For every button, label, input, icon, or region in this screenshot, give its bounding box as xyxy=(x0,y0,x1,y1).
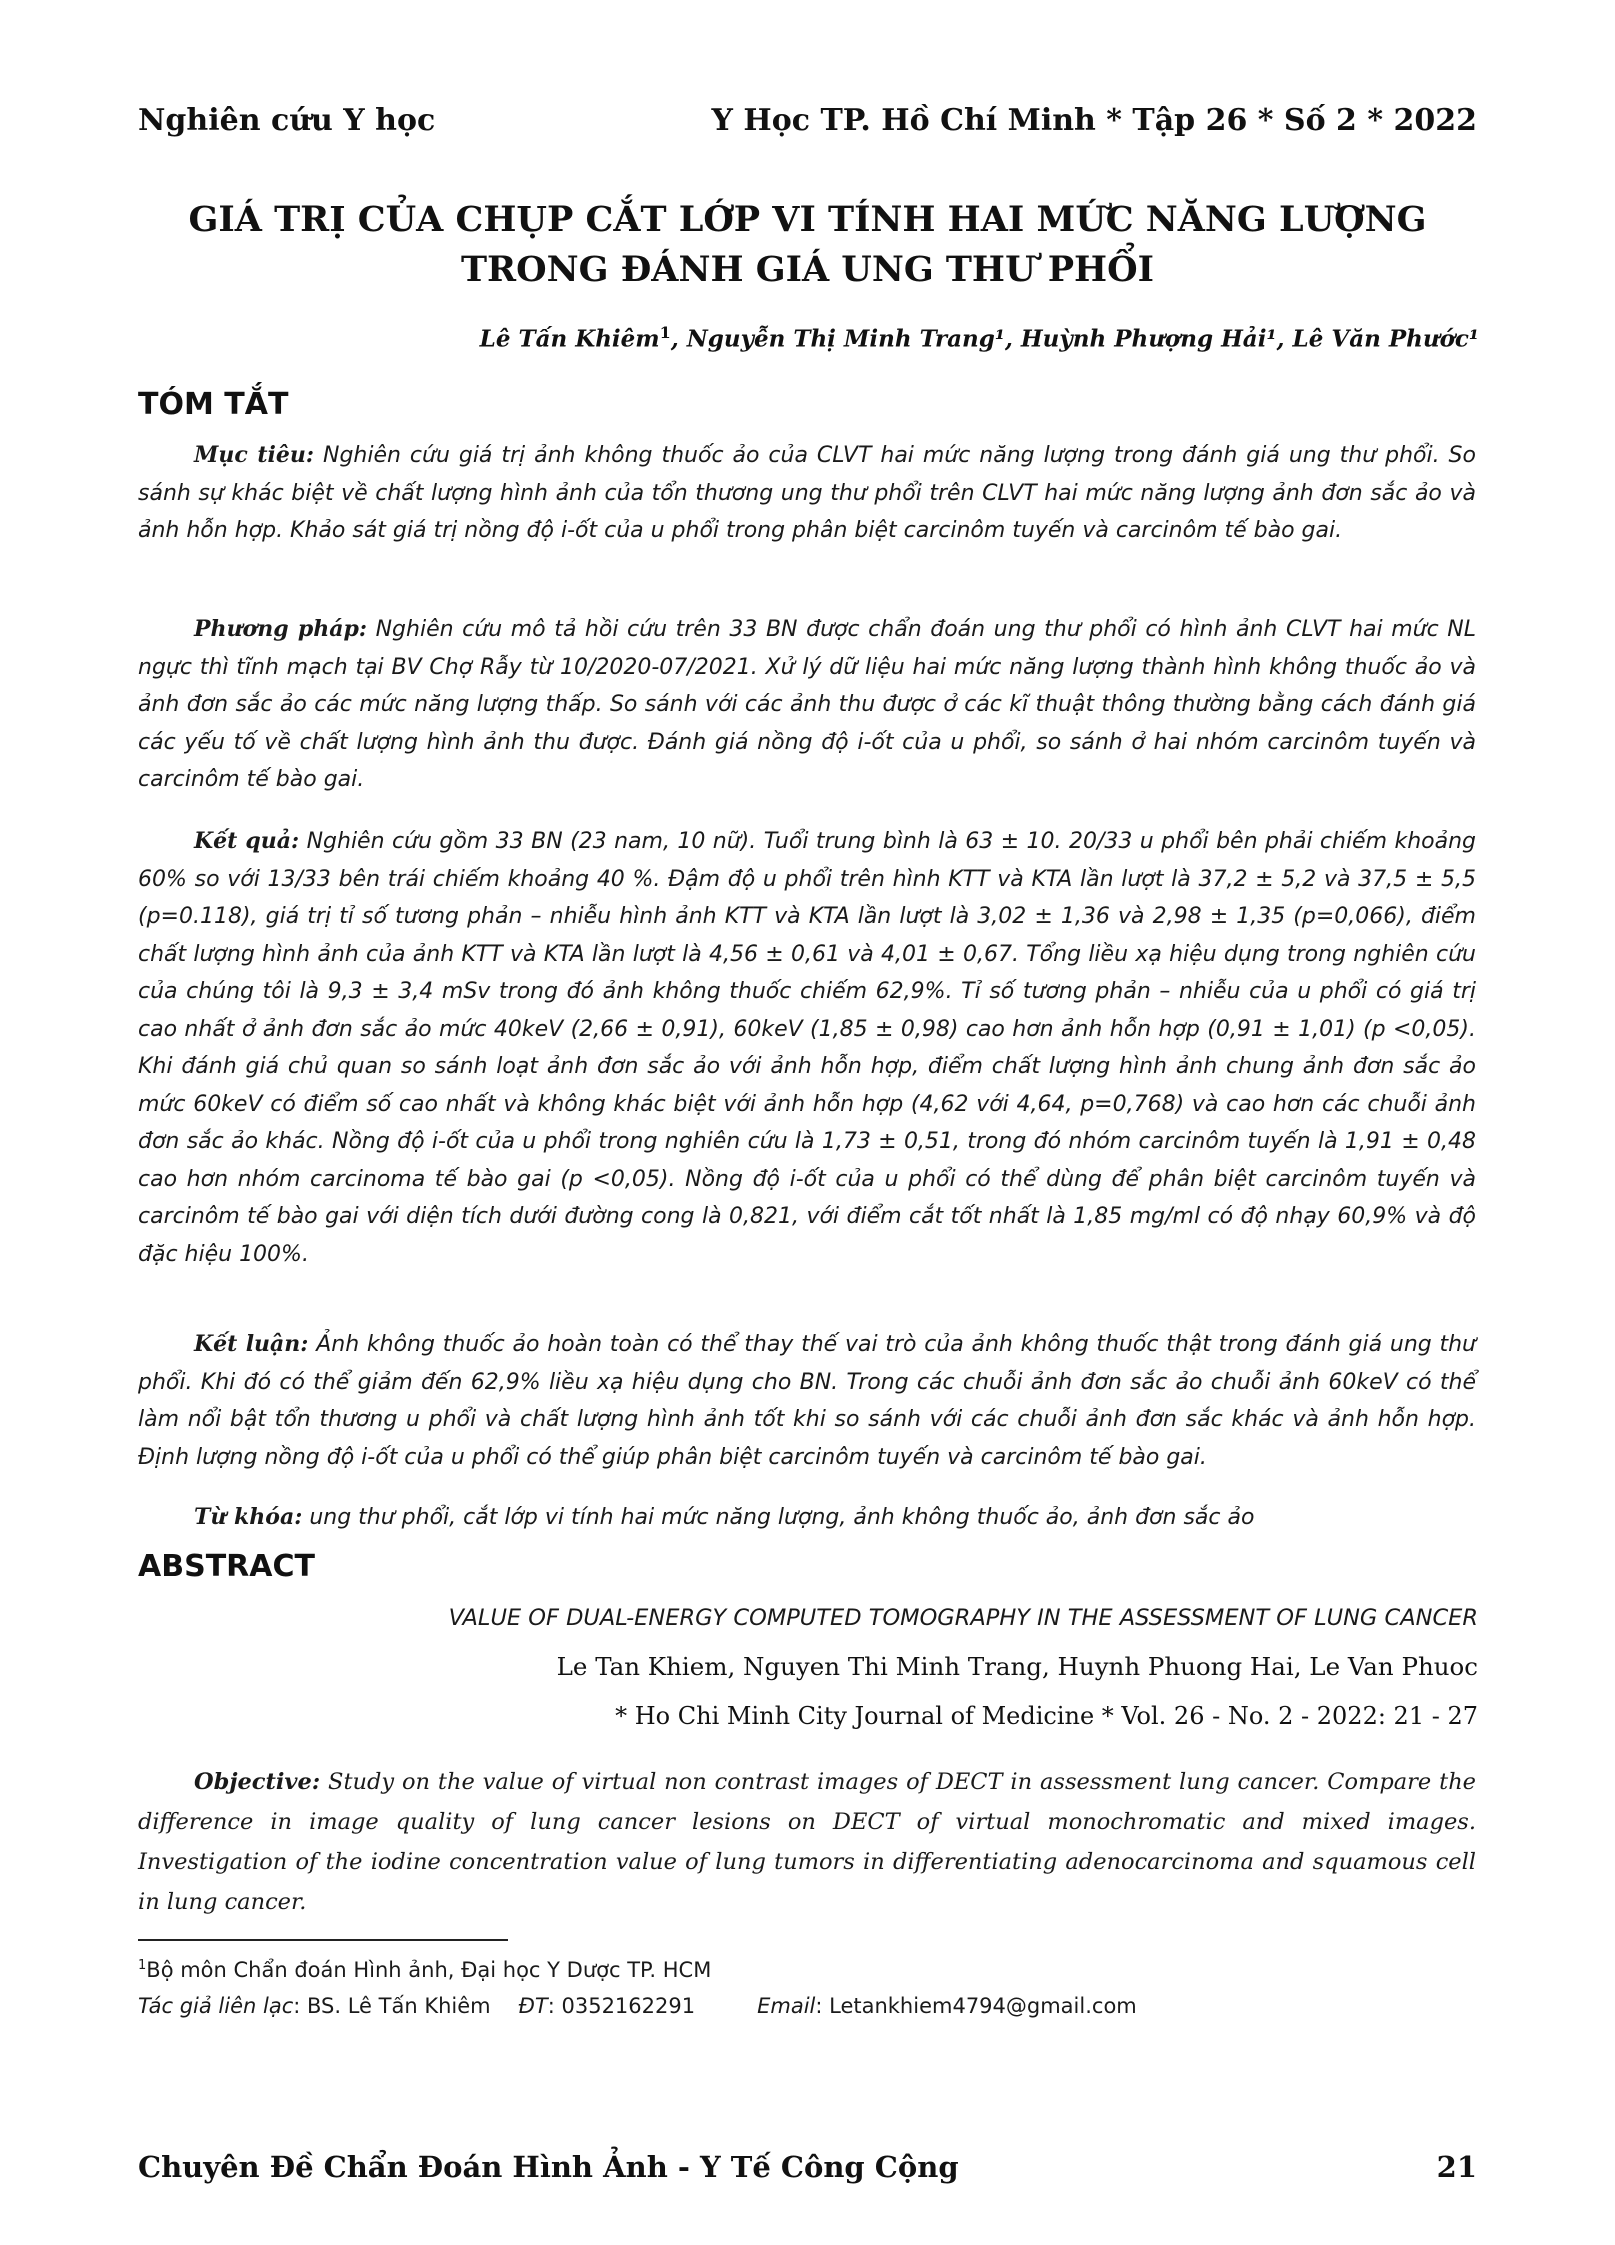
abstract-heading: ABSTRACT xyxy=(138,1549,315,1584)
author-others: , Nguyễn Thị Minh Trang¹, Huỳnh Phượng Hải¹, Lê Văn Phước¹ xyxy=(670,325,1479,353)
footnote-affiliation-mark: 1 xyxy=(138,1958,147,1973)
phone-label: ĐT xyxy=(518,1994,548,2018)
abstract-objective-text: Study on the value of virtual non contrast images of DECT in assessment lung cancer. Compare the difference in image quality of lung cancer lesions on DECT of virtual monochromatic and mixed images. Investigation of the iodine concentration value of lung tumors in differentiating adenocarcinoma and squamous cell in lung cancer. xyxy=(138,1769,1476,1915)
summary-methods-text: Nghiên cứu mô tả hồi cứu trên 33 BN được chẩn đoán ung thư phổi có hình ảnh CLVT hai mức NL ngực thì tĩnh mạch tại BV Chợ Rẫy từ 10/2020-07/2021. Xử lý dữ liệu hai mức năng lượng thành hình không thuốc ảo và ảnh đơn sắc ảo các mức năng lượng thấp. So sánh với các ảnh thu được ở các kĩ thuật thông thường bằng cách đánh giá các yếu tố về chất lượng hình ảnh thu được. Đánh giá nồng độ i-ốt của u phổi, so sánh ở hai nhóm carcinôm tuyến và carcinôm tế bào gai. xyxy=(138,617,1476,792)
contact-label: Tác giả liên lạc xyxy=(138,1994,294,2018)
article-title-line-1: GIÁ TRỊ CỦA CHỤP CẮT LỚP VI TÍNH HAI MỨC NĂNG LƯỢNG xyxy=(188,199,1427,240)
summary-methods-label: Phương pháp: xyxy=(194,616,367,642)
contact-name: : BS. Lê Tấn Khiêm xyxy=(293,1994,491,2018)
author-first: Lê Tấn Khiêm xyxy=(479,325,660,353)
email-label: Email xyxy=(757,1994,816,2018)
abstract-objective xyxy=(138,1762,1476,1922)
running-footer-title: Chuyên Đề Chẩn Đoán Hình Ảnh - Y Tế Công Cộng xyxy=(138,2150,959,2184)
phone-number: : 0352162291 xyxy=(547,1994,696,2018)
summary-results-label: Kết quả: xyxy=(194,828,300,854)
running-header-right: Y Học TP. Hồ Chí Minh * Tập 26 * Số 2 * 2022 xyxy=(711,103,1477,138)
article-title xyxy=(0,195,1615,295)
footnote-affiliation-text: Bộ môn Chẩn đoán Hình ảnh, Đại học Y Dược TP. HCM xyxy=(146,1958,712,1982)
summary-conclusion-text: Ảnh không thuốc ảo hoàn toàn có thể thay thế vai trò của ảnh không thuốc thật trong đánh giá ung thư phổi. Khi đó có thể giảm đến 62,9% liều xạ hiệu dụng cho BN. Trong các chuỗi ảnh đơn sắc ảo chuỗi ảnh 60keV có thể làm nổi bật tổn thương u phổi và chất lượng hình ảnh tốt khi so sánh với các chuỗi ảnh đơn sắc khác và ảnh hỗn hợp. Định lượng nồng độ i-ốt của u phổi có thể giúp phân biệt carcinôm tuyến và carcinôm tế bào gai. xyxy=(138,1332,1476,1470)
summary-results-text: Nghiên cứu gồm 33 BN (23 nam, 10 nữ). Tuổi trung bình là 63 ± 10. 20/33 u phổi bên phải chiếm khoảng 60% so với 13/33 bên trái chiếm khoảng 40 %. Đậm độ u phổi trên hình KTT và KTA lần lượt là 37,2 ± 5,2 và 37,5 ± 5,5 (p=0.118), giá trị tỉ số tương phản – nhiễu hình ảnh KTT và KTA lần lượt là 3,02 ± 1,36 và 2,98 ± 1,35 (p=0,066), điểm chất lượng hình ảnh của ảnh KTT và KTA lần lượt là 4,56 ± 0,61 và 4,01 ± 0,67. Tổng liều xạ hiệu dụng trong nghiên cứu của chúng tôi là 9,3 ± 3,4 mSv trong đó ảnh không thuốc chiếm 62,9%. Tỉ số tương phản – nhiễu của u phổi có giá trị cao nhất ở ảnh đơn sắc ảo mức 40keV (2,66 ± 0,91), 60keV (1,85 ± 0,98) cao hơn ảnh hỗn hợp (0,91 ± 1,01) (p <0,05). Khi đánh giá chủ quan so sánh loạt ảnh đơn sắc ảo với ảnh hỗn hợp, điểm chất lượng hình ảnh chung ảnh đơn sắc ảo mức 60keV có điểm số cao nhất và không khác biệt với ảnh hỗn hợp (4,62 với 4,64, p=0,768) và cao hơn các chuỗi ảnh đơn sắc ảo khác. Nồng độ i-ốt của u phổi trong nghiên cứu là 1,73 ± 0,51, trong đó nhóm carcinôm tuyến là 1,91 ± 0,48 cao hơn nhóm carcinoma tế bào gai (p <0,05). Nồng độ i-ốt của u phổi có thể dùng để phân biệt carcinôm tuyến và carcinôm tế bào gai với diện tích dưới đường cong là 0,821, với điểm cắt tốt nhất là 1,85 mg/ml có độ nhạy 60,9% và độ đặc hiệu 100%. xyxy=(138,829,1476,1267)
running-header-left: Nghiên cứu Y học xyxy=(138,103,436,138)
author-first-affiliation-mark: 1 xyxy=(659,323,671,342)
summary-keywords-label: Từ khóa: xyxy=(194,1504,303,1530)
summary-objective-text: Nghiên cứu giá trị ảnh không thuốc ảo của CLVT hai mức năng lượng trong đánh giá ung thư phổi. So sánh sự khác biệt về chất lượng hình ảnh của tổn thương ung thư phổi trên CLVT hai mức năng lượng ảnh đơn sắc ảo và ảnh hỗn hợp. Khảo sát giá trị nồng độ i-ốt của u phổi trong phân biệt carcinôm tuyến và carcinôm tế bào gai. xyxy=(138,443,1476,543)
footnote-contact xyxy=(138,1994,1137,2018)
footnote-divider xyxy=(138,1939,508,1941)
english-author-list: Le Tan Khiem, Nguyen Thi Minh Trang, Huynh Phuong Hai, Le Van Phuoc xyxy=(556,1652,1478,1681)
summary-keywords-text: ung thư phổi, cắt lớp vi tính hai mức năng lượng, ảnh không thuốc ảo, ảnh đơn sắc ảo xyxy=(302,1505,1255,1530)
page-number: 21 xyxy=(1436,2150,1477,2184)
summary-objective-label: Mục tiêu: xyxy=(194,442,315,468)
english-article-title: VALUE OF DUAL-ENERGY COMPUTED TOMOGRAPHY IN THE ASSESSMENT OF LUNG CANCER xyxy=(448,1605,1478,1631)
email-address: : Letankhiem4794@gmail.com xyxy=(815,1994,1137,2018)
summary-conclusion xyxy=(138,1326,1476,1476)
summary-methods xyxy=(138,611,1476,799)
footnote-affiliation xyxy=(138,1958,711,1982)
summary-results xyxy=(138,823,1476,1273)
summary-conclusion-label: Kết luận: xyxy=(194,1331,309,1357)
author-list xyxy=(480,323,1479,353)
abstract-objective-label: Objective: xyxy=(194,1769,321,1795)
journal-citation: * Ho Chi Minh City Journal of Medicine * Vol. 26 - No. 2 - 2022: 21 - 27 xyxy=(615,1702,1478,1730)
article-title-line-2: TRONG ĐÁNH GIÁ UNG THƯ PHỔI xyxy=(461,249,1154,290)
summary-objective xyxy=(138,437,1476,550)
summary-keywords xyxy=(138,1499,1476,1537)
summary-heading: TÓM TẮT xyxy=(138,387,289,422)
